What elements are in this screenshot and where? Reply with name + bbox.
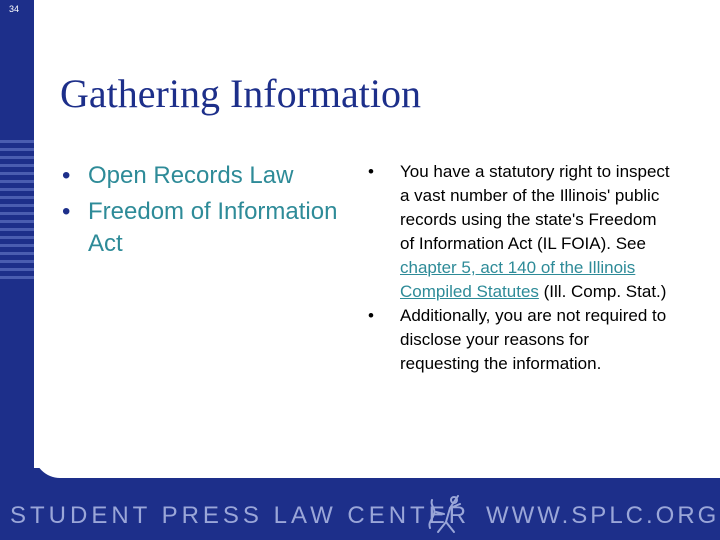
right-column — [362, 160, 672, 376]
bullet-icon: • — [368, 162, 374, 181]
left-band — [0, 0, 34, 540]
list-item — [362, 304, 672, 376]
left-bullet-list — [62, 160, 352, 260]
statutory-right-text: You have a statutory right to inspect a vast number of the Illinois' public records using the state's Freedom of Information Act (IL FOIA). See — [400, 162, 670, 253]
footer-url[interactable]: WWW.SPLC.ORG — [486, 502, 720, 529]
list-item — [362, 160, 672, 304]
band-stripes — [0, 140, 34, 290]
slide-number: 34 — [9, 4, 20, 14]
statutes-link[interactable]: chapter 5, act 140 of the Illinois Compiled Statutes — [400, 258, 636, 301]
slide-title: Gathering Information — [60, 71, 421, 116]
bullet-icon: • — [62, 162, 71, 189]
torch-figure-logo-icon — [420, 492, 476, 536]
foia-link[interactable]: Freedom of Information Act — [88, 198, 338, 257]
bullet-icon: • — [368, 306, 374, 325]
bullet-icon: • — [62, 198, 71, 225]
left-column — [62, 160, 352, 264]
disclosure-text: Additionally, you are not required to disclose your reasons for requesting the information. — [400, 306, 667, 373]
statutes-abbrev-text: (Ill. Comp. Stat.) — [538, 282, 667, 301]
right-bullet-list — [362, 160, 672, 376]
open-records-link[interactable]: Open Records Law — [88, 162, 294, 189]
list-item — [62, 160, 352, 192]
footer-org-name: STUDENT PRESS LAW CENTER — [10, 502, 471, 529]
list-item — [62, 196, 352, 260]
